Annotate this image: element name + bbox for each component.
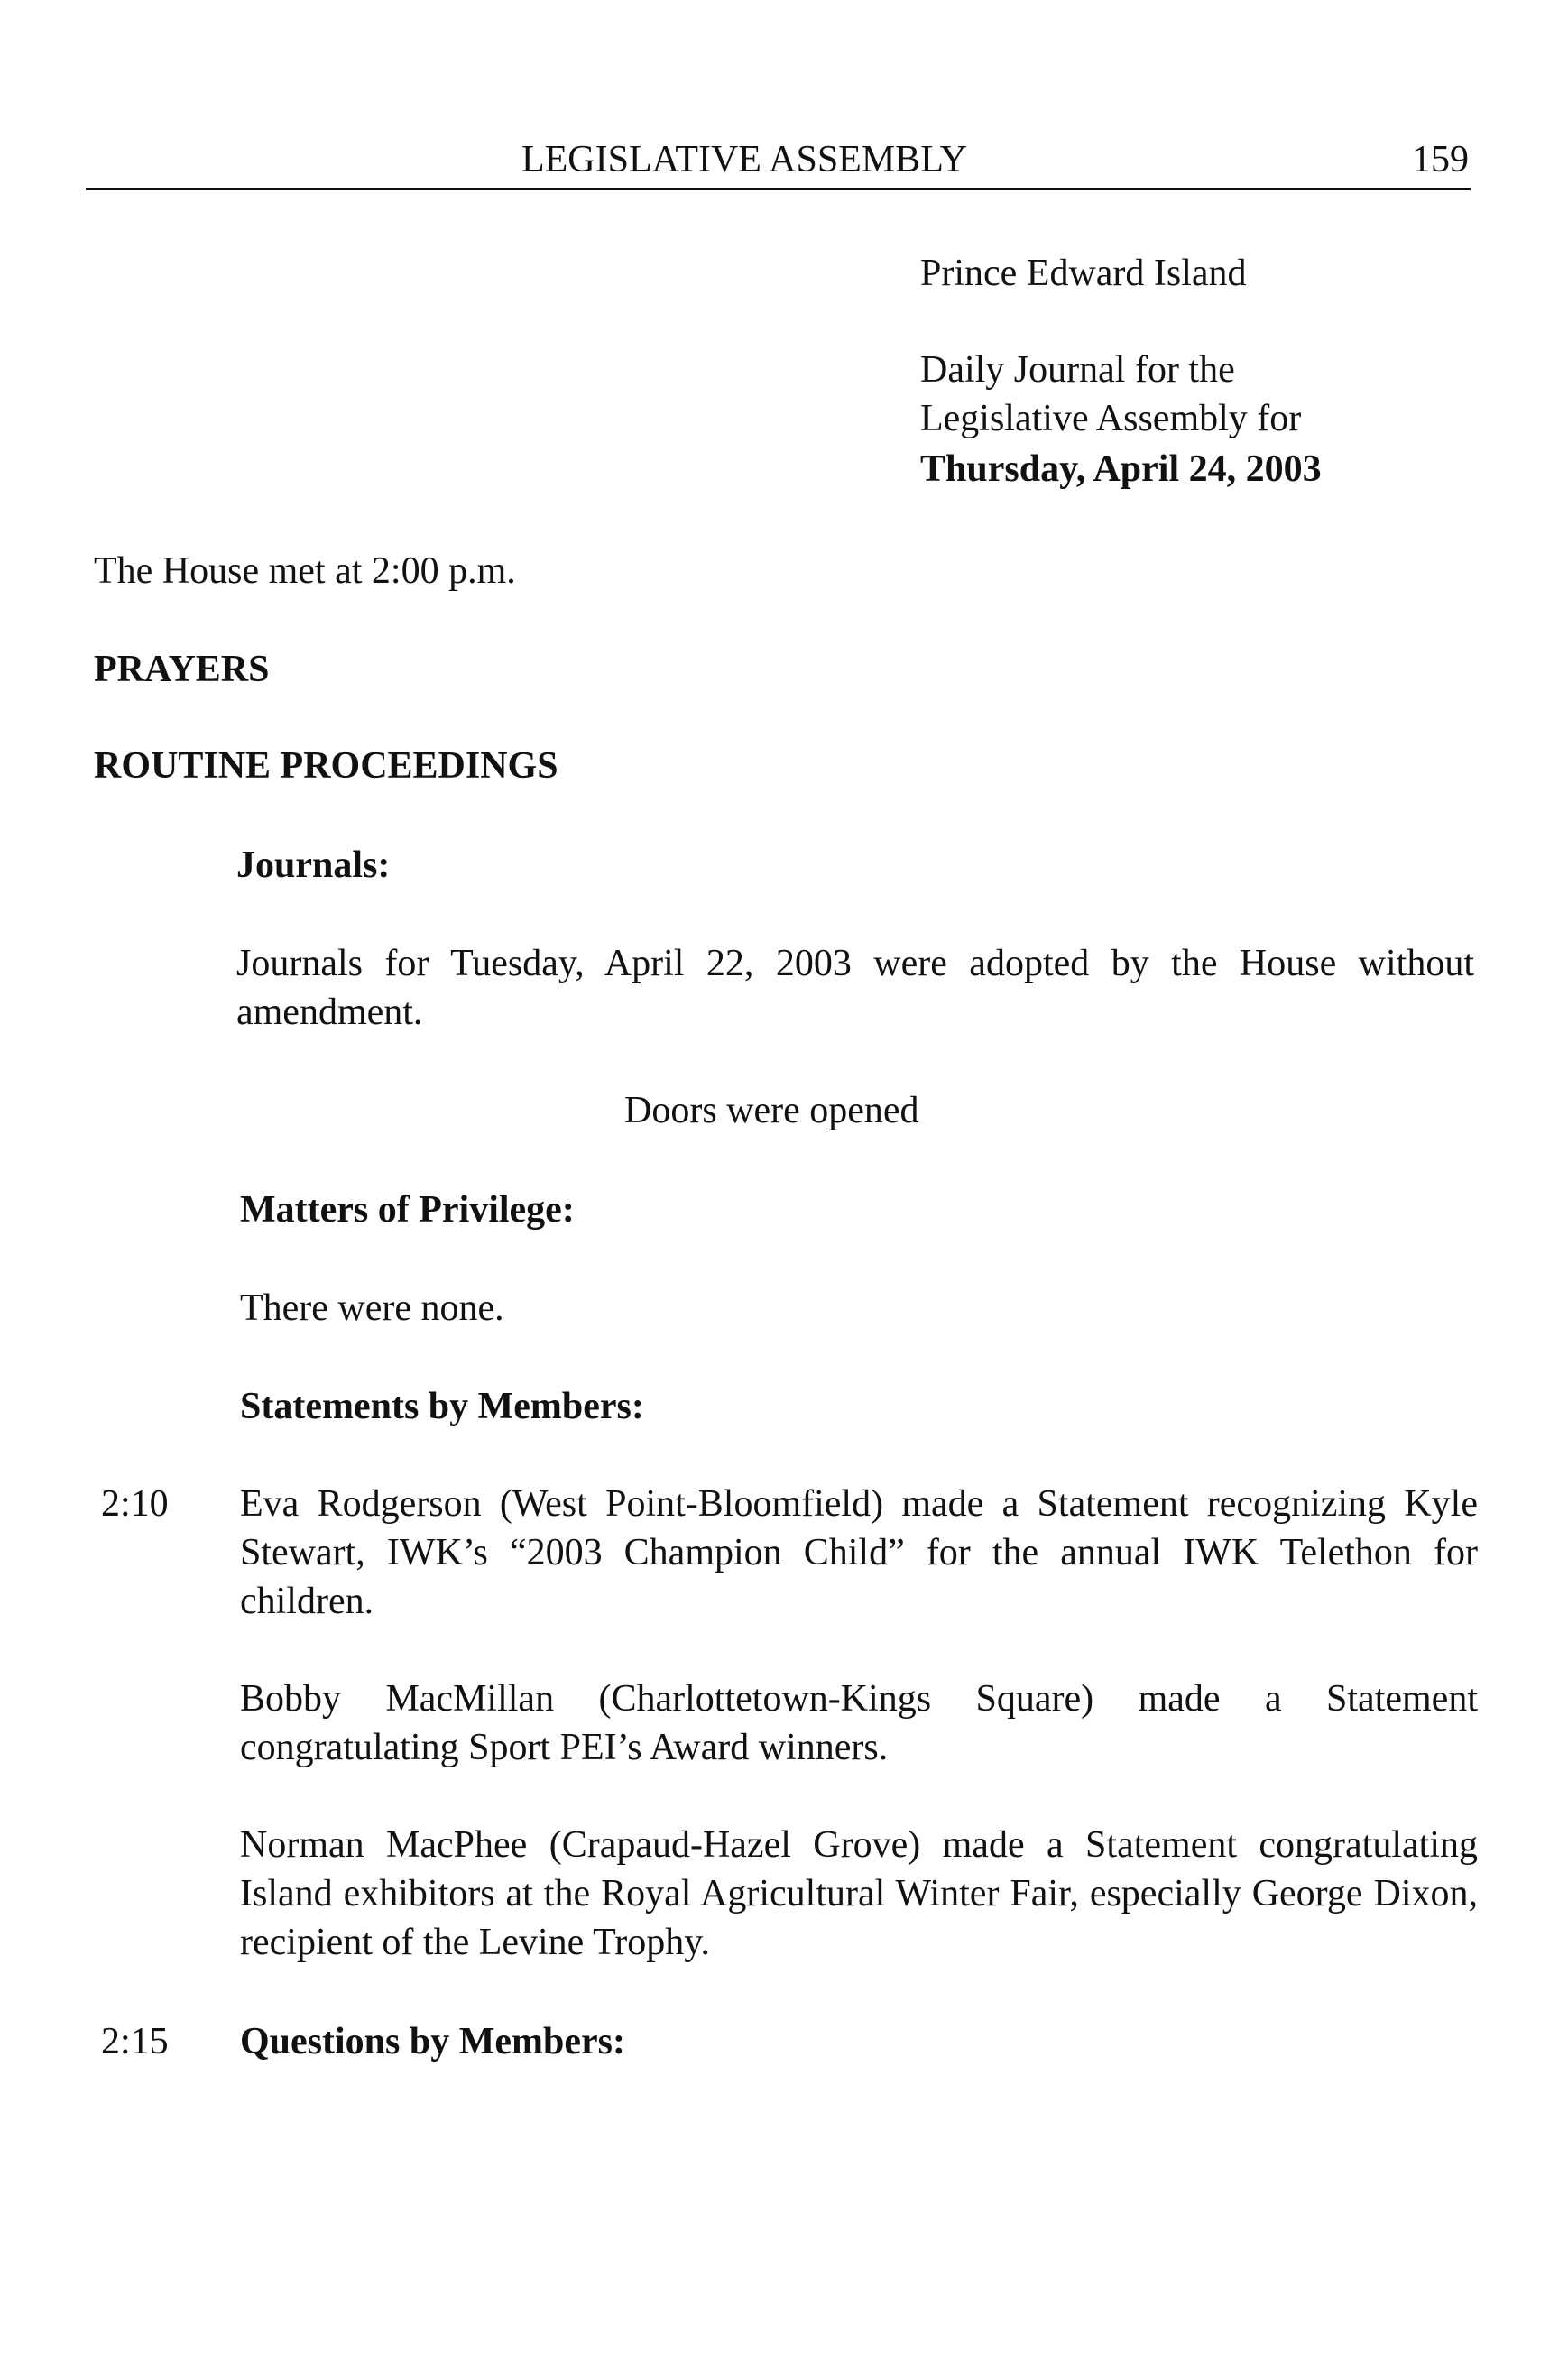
journals-heading: Journals: [236, 844, 391, 886]
questions-time: 2:15 [101, 2021, 169, 2062]
header-rule [86, 188, 1471, 190]
questions-heading: Questions by Members: [240, 2021, 625, 2062]
doors-note: Doors were opened [624, 1090, 919, 1131]
privilege-heading: Matters of Privilege: [240, 1189, 575, 1231]
opening-statement: The House met at 2:00 p.m. [94, 550, 516, 592]
journals-text: Journals for Tuesday, April 22, 2003 were adopted by the House without amendment. [236, 943, 1474, 1033]
journal-title-line2: Legislative Assembly for [920, 398, 1302, 439]
journal-title-line1: Daily Journal for the [920, 349, 1235, 391]
statement-item: Norman MacPhee (Crapaud-Hazel Grove) made a Statement congratulating Island exhibitors at the Royal Agricultural Winter Fair, especially George Dixon, recipient of the Levine Trophy. [240, 1824, 1478, 1963]
statements-time: 2:10 [101, 1483, 169, 1525]
statement-item: Eva Rodgerson (West Point-Bloomfield) made a Statement recognizing Kyle Stewart, IWK’s “2003 Champion Child” for the annual IWK Telethon for children. [240, 1483, 1478, 1622]
province-name: Prince Edward Island [920, 253, 1247, 294]
running-title: LEGISLATIVE ASSEMBLY [521, 139, 967, 180]
statements-heading: Statements by Members: [240, 1386, 644, 1427]
journal-date: Thursday, April 24, 2003 [920, 448, 1322, 490]
statement-item: Bobby MacMillan (Charlottetown-Kings Square) made a Statement congratulating Sport PEI’s Award winners. [240, 1678, 1478, 1768]
routine-proceedings-heading: ROUTINE PROCEEDINGS [94, 745, 558, 787]
privilege-text: There were none. [240, 1287, 504, 1329]
prayers-heading: PRAYERS [94, 649, 270, 690]
page-number: 159 [1412, 139, 1469, 180]
